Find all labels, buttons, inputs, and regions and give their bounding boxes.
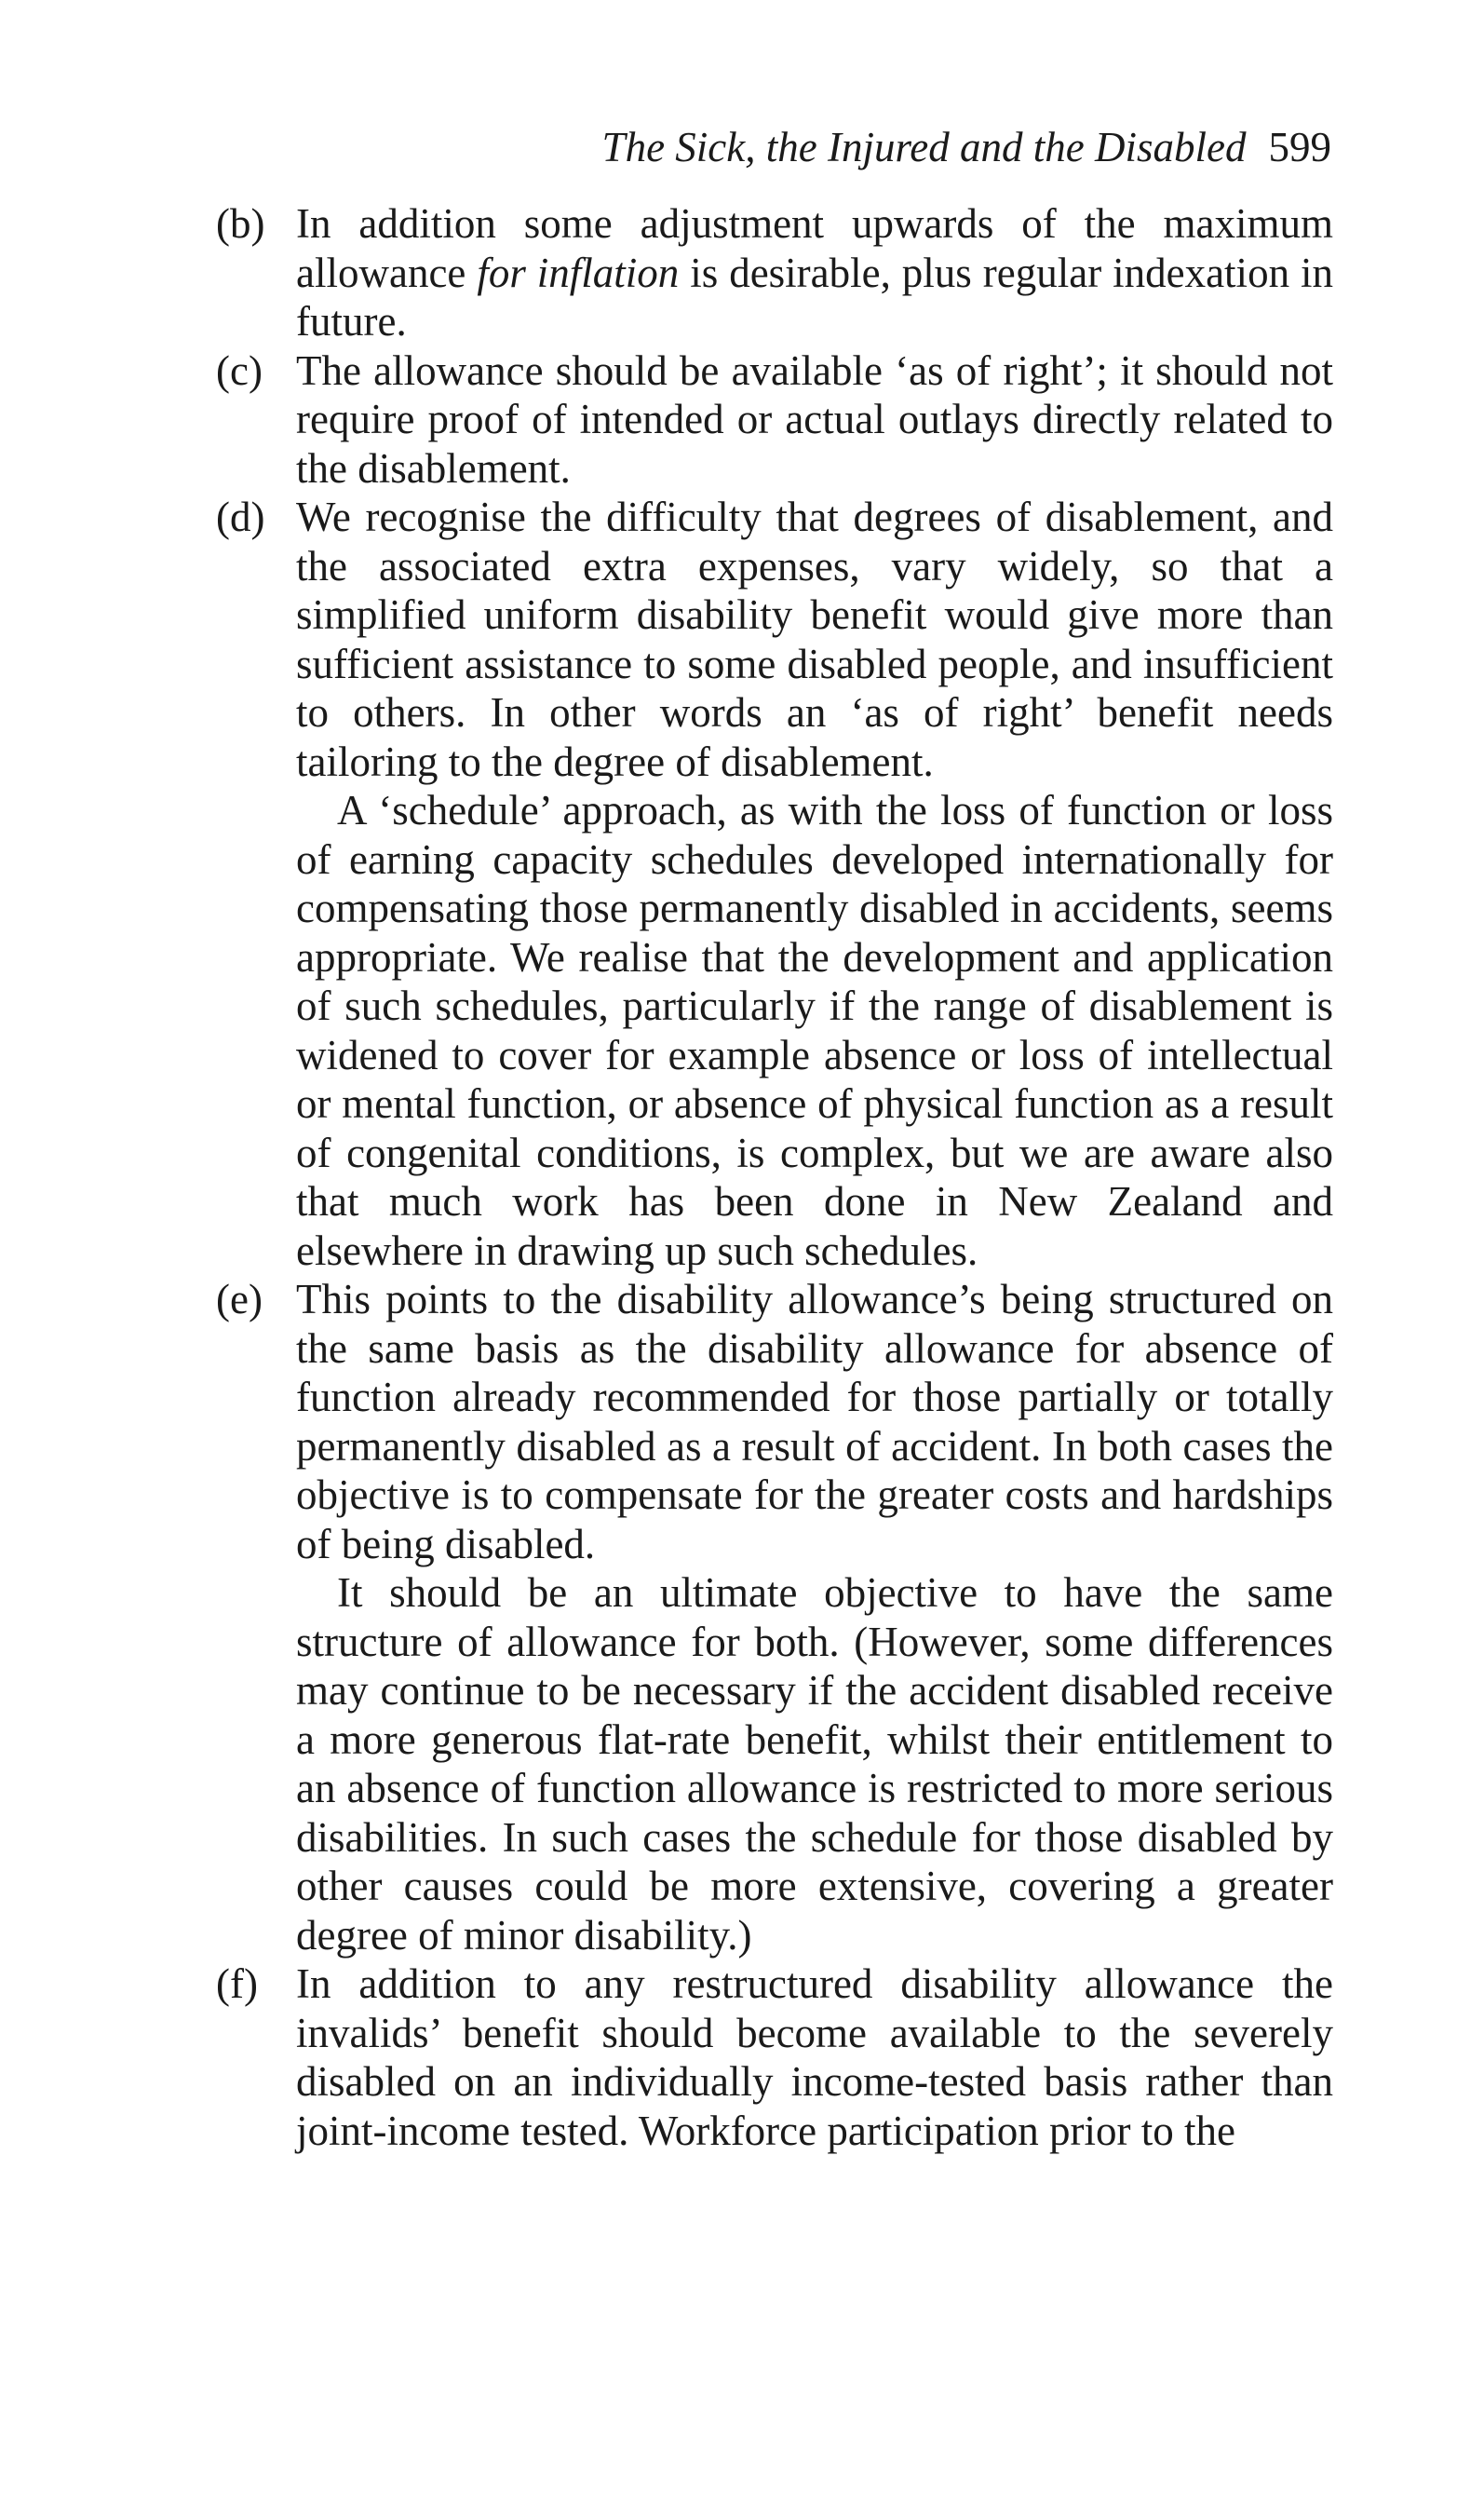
item-continuation-paragraph: It should be an ultimate objective to have the same structure of allowance for both. (However, some differences may continue to be necessary if the accident disabled receive a more generous flat-rate benefit, whilst their entitlement to an absence of function allowance is restricted to more serious disabilities. In such cases the schedule for those disabled by other causes could be more extensive, covering a greater degree of minor disability.) bbox=[296, 1569, 1333, 1959]
item-label: (c) bbox=[216, 346, 263, 394]
body-text bbox=[216, 199, 1333, 2155]
item-label: (d) bbox=[216, 494, 265, 540]
item-paragraph: We recognise the difficulty that degrees of disablement, and the associated extra expenses, vary widely, so that a simplified uniform disability benefit would give more than sufficient assistance to some disabled people, and insufficient to others. In other words an ‘as of right’ benefit needs tailoring to the degree of disablement. bbox=[296, 494, 1333, 785]
item-paragraph: In addition to any restructured disability allowance the invalids’ benefit should become available to the severely disabled on an individually income-tested basis rather than joint-income tested. Workforce participation prior to the bbox=[296, 1960, 1333, 2154]
item-label: (e) bbox=[216, 1276, 263, 1322]
list-item-e bbox=[216, 1275, 1333, 1959]
running-head bbox=[279, 121, 1331, 173]
item-paragraph bbox=[296, 199, 1333, 346]
list-item-c bbox=[216, 346, 1333, 494]
list-item-f bbox=[216, 1959, 1333, 2155]
item-text: is desirable, plus regular indexation in future. bbox=[296, 249, 1334, 345]
item-italic-text: for inflation bbox=[477, 249, 680, 296]
item-continuation-paragraph: A ‘schedule’ approach, as with the loss of function or loss of earning capacity schedules developed internationally for compensating those permanently disabled in accidents, seems appropriate. We realise that the development and application of such schedules, particularly if the range of disablement is widened to cover for example absence or loss of intellectual or mental function, or absence of physical function as a result of congenital conditions, is complex, but we are aware also that much work has been done in New Zealand and elsewhere in drawing up such schedules. bbox=[296, 787, 1333, 1274]
list-item-b bbox=[216, 199, 1333, 346]
page-number: 599 bbox=[1268, 124, 1331, 170]
list-item-d bbox=[216, 493, 1333, 1275]
item-text: In addition some adjustment upwards of the maximum allowance bbox=[296, 200, 1333, 296]
item-paragraph: This points to the disability allowance’s being structured on the same basis as the disability allowance for absence of function already recommended for those partially or totally permanently disabled as a result of accident. In both cases the objective is to compensate for the greater costs and hardships of being disabled. bbox=[296, 1276, 1333, 1567]
item-label: (b) bbox=[216, 200, 265, 247]
item-paragraph: The allowance should be available ‘as of right’; it should not require proof of intended or actual outlays directly related to the disablement. bbox=[296, 346, 1333, 492]
running-head-title: The Sick, the Injured and the Disabled bbox=[601, 124, 1247, 170]
item-label: (f) bbox=[216, 1960, 258, 2007]
